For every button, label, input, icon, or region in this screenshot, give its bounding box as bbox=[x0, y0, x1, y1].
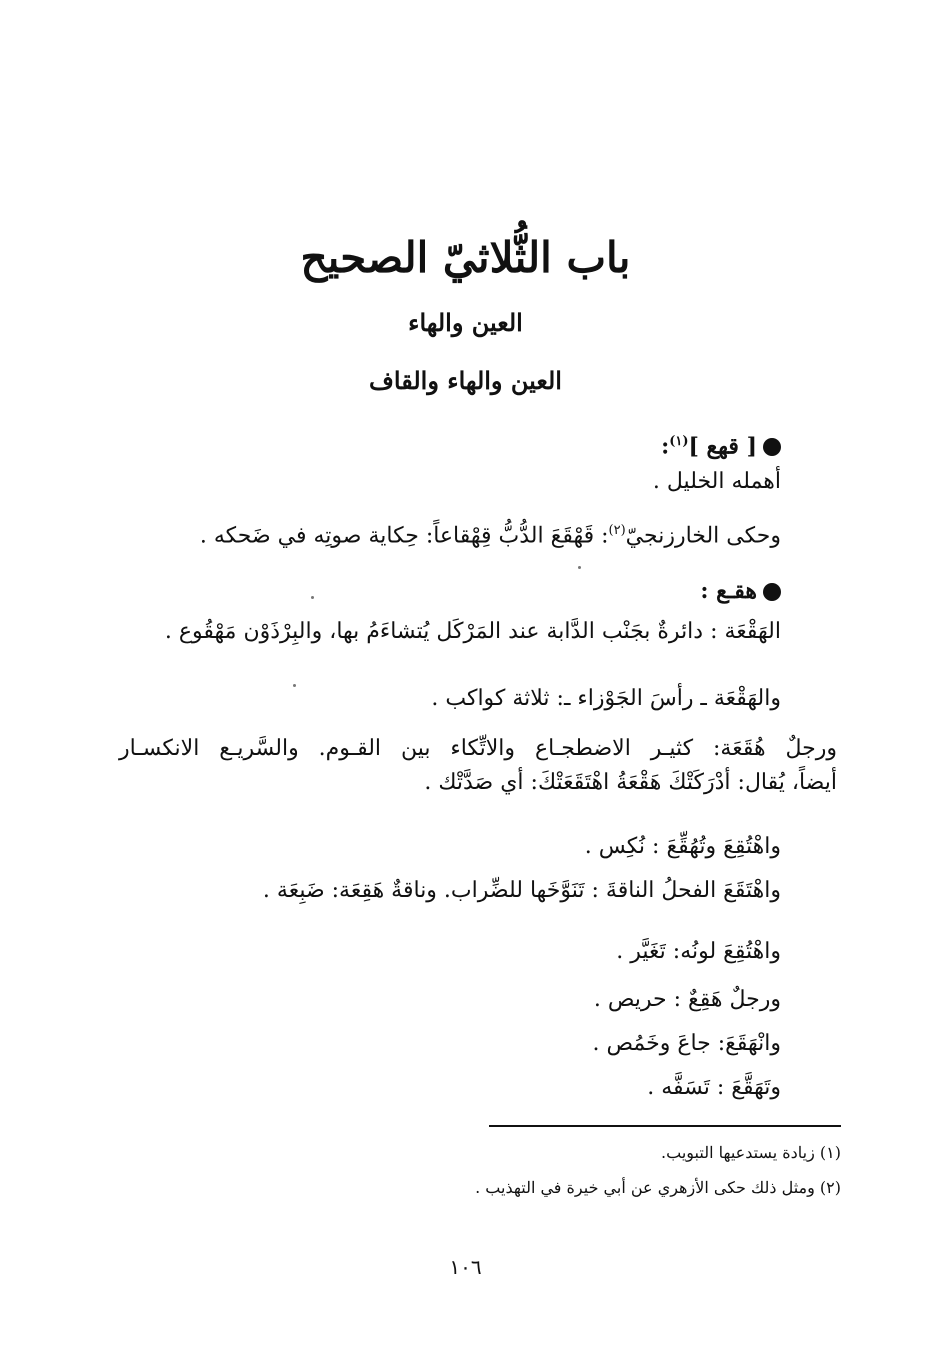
entry-text: : قَهْقَعَ الدُّبُّ قِهْقاعاً: حِكاية صوتِه في ضَحكه . bbox=[199, 523, 609, 549]
footnote-ref: (١) bbox=[669, 434, 689, 449]
entry-heading-haqaa bbox=[700, 573, 781, 609]
entry-headword: هقـع : bbox=[700, 578, 757, 604]
footnote-rule bbox=[489, 1125, 841, 1127]
entry-line: أهمله الخليل . bbox=[652, 469, 781, 494]
chapter-title: باب الثُّلاثيّ الصحيح bbox=[300, 233, 631, 282]
scan-speck bbox=[578, 566, 581, 569]
scan-speck bbox=[311, 596, 314, 599]
footnote-ref: (٢) bbox=[608, 523, 626, 538]
entry-line: ورجلٌ هُقَعَة: كثيـر الاضطجـاع والاتِّكاء بين القـوم. والسَّريـع الانكسـار bbox=[119, 736, 837, 761]
entry-headword: [ قهع ] bbox=[688, 433, 757, 460]
entry-line bbox=[200, 513, 781, 554]
scan-speck bbox=[293, 684, 296, 687]
bullet-icon bbox=[763, 438, 781, 456]
entry-heading-qahaa bbox=[661, 424, 781, 464]
entry-colon: : bbox=[661, 433, 670, 460]
footnote: (١) زيادة يستدعيها التبويب. bbox=[661, 1143, 841, 1162]
entry-line: والهَقْعَة ـ رأسَ الجَوْزاء ـ: ثلاثة كواكب . bbox=[431, 686, 781, 711]
entry-line: أيضاً، يُقال: أدْرَكَتْكَ هَقْعَةُ اهْتَقَعَتْكَ: أي صَدَّتْك . bbox=[424, 770, 837, 795]
entry-line: واهْتَقَعَ الفحلُ الناقةَ : تَنَوَّخَها للضِّراب. وناقةٌ هَقِعَة: ضَبِعَة . bbox=[262, 878, 781, 903]
entry-line: واهْتُقِعَ وتُهُقِّعَ : نُكِس . bbox=[584, 834, 781, 859]
entry-line: الهَقْعَة : دائرةٌ بجَنْب الدَّابة عند المَرْكَل يُتشاءَمُ بها، والبِرْذَوْن مَهْقُوع . bbox=[164, 619, 781, 644]
entry-line: وانْهَقَعَ: جاعَ وخَمُص . bbox=[592, 1031, 781, 1056]
entry-line: واهْتُقِعَ لونُه: تَغَيَّر . bbox=[616, 939, 781, 964]
section-heading: العين والهاء bbox=[408, 308, 523, 337]
entry-line: وتَهَقَّعَ : تَسَفَّه . bbox=[647, 1075, 781, 1100]
bullet-icon bbox=[763, 583, 781, 601]
subsection-heading: العين والهاء والقاف bbox=[369, 366, 562, 395]
entry-line: ورجلٌ هَقِعٌ : حريص . bbox=[593, 987, 781, 1012]
page-number: ١٠٦ bbox=[449, 1255, 482, 1279]
entry-text: وحكى الخارزنجيّ bbox=[625, 523, 781, 549]
footnote: (٢) ومثل ذلك حكى الأزهري عن أبي خيرة في التهذيب . bbox=[475, 1178, 841, 1197]
